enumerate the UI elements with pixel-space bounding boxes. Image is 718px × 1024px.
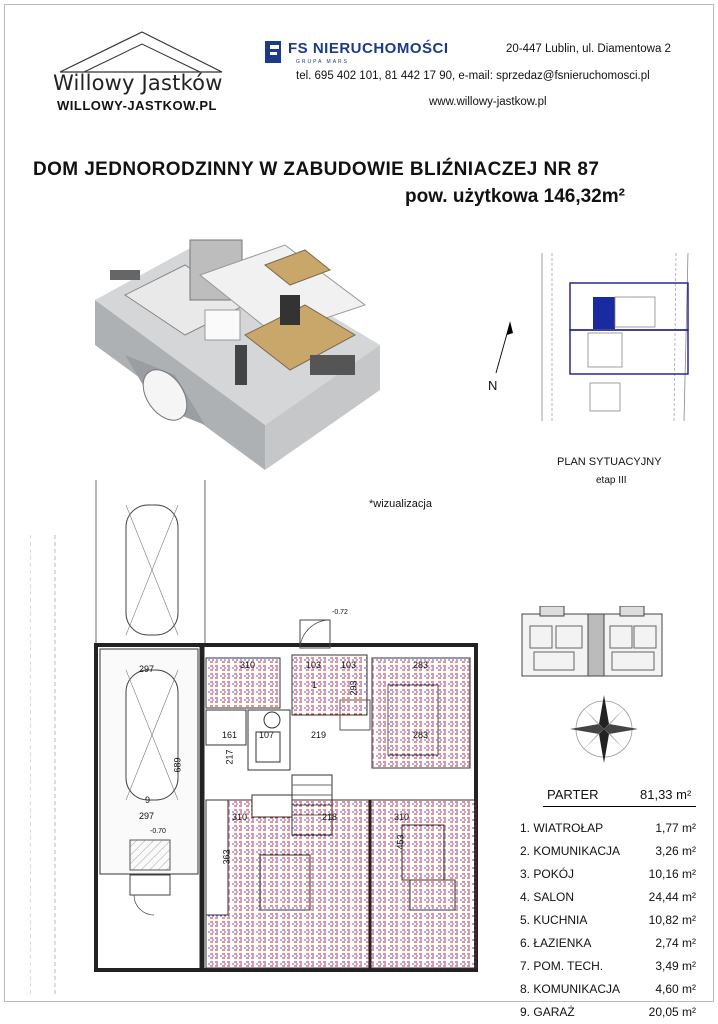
table-divider [543, 806, 696, 807]
website-link[interactable]: www.willowy-jastkow.pl [429, 96, 547, 108]
dim-310-a: 310 [240, 660, 256, 670]
usable-area: pow. użytkowa 146,32m² [405, 186, 625, 207]
site-plan-caption: PLAN SYTUACYJNY [557, 456, 662, 468]
site-plan-map [480, 253, 700, 423]
room-number-garage: 9 [145, 795, 151, 805]
room-row: 5. KUCHNIA 10,82 m² [520, 912, 696, 927]
dim-103-b: 103 [341, 660, 357, 670]
room-table [520, 816, 696, 1023]
dim-107: 107 [259, 730, 275, 740]
dim-218: 218 [322, 812, 338, 822]
dim-garage-width-bottom: 297 [139, 811, 155, 821]
dim-garage-width-top: 297 [139, 664, 155, 674]
dim-217: 217 [224, 749, 235, 765]
logo-url[interactable]: WILLOWY-JASTKOW.PL [57, 98, 217, 113]
room-row: 1. WIATROŁAP 1,77 m² [520, 820, 696, 835]
page-title: DOM JEDNORODZINNY W ZABUDOWIE BLIŹNIACZEJ NR 87 [33, 159, 600, 180]
dim-219: 219 [311, 730, 327, 740]
site-plan-stage: etap III [596, 475, 627, 486]
room-row: 9. GARAŻ 20,05 m² [520, 1004, 696, 1019]
dim-161: 161 [222, 730, 238, 740]
fs-brand-mark-icon [265, 41, 281, 63]
developer-group: GRUPA MARS [296, 59, 349, 65]
house-roof-logo-icon [50, 28, 230, 74]
house-3d-visualization [85, 225, 385, 475]
logo-text: Willowy Jastków [53, 71, 223, 95]
floor-name: PARTER [547, 787, 599, 802]
level-marker-b: -0.70 [150, 828, 166, 835]
room-row: 6. ŁAZIENKA 2,74 m² [520, 935, 696, 950]
dim-103-a: 103 [306, 660, 322, 670]
semi-detached-key-plan [520, 606, 665, 680]
dim-293: 293 [348, 680, 359, 696]
developer-address: 20-447 Lublin, ul. Diamentowa 2 [506, 43, 671, 55]
room-row: 7. POM. TECH. 3,49 m² [520, 958, 696, 973]
room-number-1: 1 [312, 680, 318, 690]
dim-363: 363 [221, 849, 232, 865]
developer-name: FS NIERUCHOMOŚCI [288, 40, 449, 57]
room-row: 4. SALON 24,44 m² [520, 889, 696, 904]
visualization-note: *wizualizacja [369, 498, 432, 510]
floor-area: 81,33 m² [640, 787, 692, 802]
dim-310-c: 310 [394, 812, 410, 822]
room-row: 2. KOMUNIKACJA 3,26 m² [520, 843, 696, 858]
room-row: 3. POKÓJ 10,16 m² [520, 866, 696, 881]
dim-310-b: 310 [232, 812, 248, 822]
dim-garage-depth: 689 [172, 757, 183, 773]
north-label: N [488, 378, 498, 393]
contact-line: tel. 695 402 101, 81 442 17 90, e-mail: sprzedaz@fsnieruchomosci.pl [296, 70, 650, 82]
dim-283-a: 283 [413, 660, 429, 670]
level-marker-a: -0.72 [332, 609, 348, 616]
room-row: 8. KOMUNIKACJA 4,60 m² [520, 981, 696, 996]
dim-453: 453 [395, 834, 406, 850]
compass-rose-icon [568, 693, 640, 765]
dim-283-b: 283 [413, 730, 429, 740]
